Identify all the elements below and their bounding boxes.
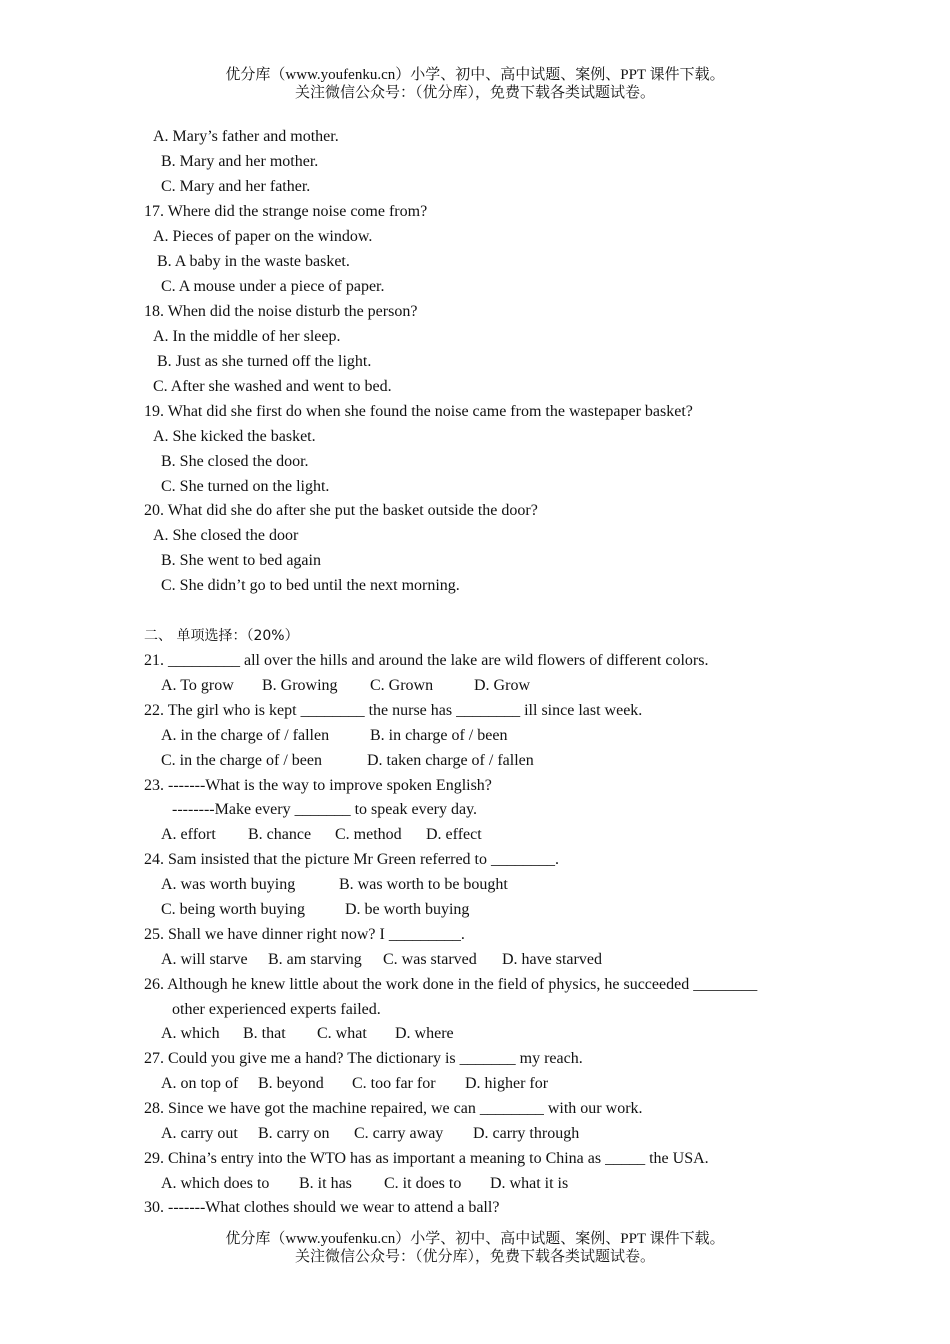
q24-option-b: B. was worth to be bought bbox=[339, 876, 508, 893]
section-2-title: 二、 单项选择：（20%） bbox=[144, 628, 299, 644]
q21-options bbox=[161, 676, 530, 696]
q18-option-a: A. In the middle of her sleep. bbox=[153, 328, 341, 345]
q19-question: 19. What did she first do when she found the noise came from the wastepaper basket? bbox=[144, 403, 693, 420]
q17-option-a: A. Pieces of paper on the window. bbox=[153, 228, 373, 245]
q29-options bbox=[161, 1174, 568, 1194]
q17-option-c: C. A mouse under a piece of paper. bbox=[161, 278, 385, 295]
q25-option-d: D. have starved bbox=[502, 951, 602, 968]
q22-question: 22. The girl who is kept ________ the nurse has ________ ill since last week. bbox=[144, 702, 643, 719]
q26-question: 26. Although he knew little about the work done in the field of physics, he succeeded ________ bbox=[144, 976, 758, 993]
q27-question: 27. Could you give me a hand? The dictionary is _______ my reach. bbox=[144, 1050, 583, 1067]
q22-option-c: C. in the charge of / been bbox=[161, 752, 322, 769]
page-footer bbox=[0, 1230, 950, 1266]
q21-option-b: B. Growing bbox=[262, 677, 338, 694]
header-line-2: 关注微信公众号：（优分库），免费下载各类试题试卷。 bbox=[294, 85, 655, 101]
q20-option-a: A. She closed the door bbox=[153, 527, 299, 544]
q21-option-c: C. Grown bbox=[370, 677, 434, 694]
q21-option-a: A. To grow bbox=[161, 677, 234, 694]
q29-question: 29. China’s entry into the WTO has as important a meaning to China as _____ the USA. bbox=[144, 1150, 709, 1167]
q19-option-a: A. She kicked the basket. bbox=[153, 428, 316, 445]
q26-option-d: D. where bbox=[395, 1025, 454, 1042]
footer-line-2: 关注微信公众号：（优分库），免费下载各类试题试卷。 bbox=[294, 1249, 655, 1265]
q26-question-line-2: other experienced experts failed. bbox=[172, 1001, 381, 1018]
header-line-1: 优分库（www.youfenku.cn）小学、初中、高中试题、案例、PPT 课件下载。 bbox=[225, 67, 725, 83]
q26-option-a: A. which bbox=[161, 1025, 220, 1042]
q25-option-c: C. was starved bbox=[383, 951, 477, 968]
q24-options-row-2 bbox=[161, 900, 469, 920]
q26-option-b: B. that bbox=[243, 1025, 286, 1042]
q27-option-d: D. higher for bbox=[465, 1075, 549, 1092]
q20-option-c: C. She didn’t go to bed until the next morning. bbox=[161, 577, 460, 594]
q20-question: 20. What did she do after she put the basket outside the door? bbox=[144, 502, 538, 519]
q16-option-b: B. Mary and her mother. bbox=[161, 153, 319, 170]
q27-option-a: A. on top of bbox=[161, 1075, 239, 1092]
q25-question: 25. Shall we have dinner right now? I _________. bbox=[144, 926, 465, 943]
q22-option-d: D. taken charge of / fallen bbox=[367, 752, 534, 769]
q28-option-b: B. carry on bbox=[258, 1125, 330, 1142]
q25-option-a: A. will starve bbox=[161, 951, 248, 968]
q24-options-row-1 bbox=[161, 875, 508, 895]
q30-question: 30. -------What clothes should we wear to attend a ball? bbox=[144, 1199, 500, 1216]
q28-option-c: C. carry away bbox=[354, 1125, 444, 1142]
q28-option-a: A. carry out bbox=[161, 1125, 238, 1142]
q18-option-b: B. Just as she turned off the light. bbox=[157, 353, 372, 370]
q23-question-line-2: --------Make every _______ to speak every day. bbox=[172, 801, 478, 818]
page-header bbox=[0, 66, 950, 102]
q26-options bbox=[161, 1024, 454, 1044]
q29-option-d: D. what it is bbox=[490, 1175, 569, 1192]
q16-option-a: A. Mary’s father and mother. bbox=[153, 128, 339, 145]
q22-option-a: A. in the charge of / fallen bbox=[161, 727, 330, 744]
q27-options bbox=[161, 1074, 548, 1094]
q22-options-row-1 bbox=[161, 726, 507, 746]
q28-option-d: D. carry through bbox=[473, 1125, 580, 1142]
q27-option-b: B. beyond bbox=[258, 1075, 324, 1092]
q22-options-row-2 bbox=[161, 751, 534, 771]
q21-option-d: D. Grow bbox=[474, 677, 530, 694]
q28-options bbox=[161, 1124, 579, 1144]
q19-option-b: B. She closed the door. bbox=[161, 453, 309, 470]
q18-option-c: C. After she washed and went to bed. bbox=[153, 378, 392, 395]
q29-option-b: B. it has bbox=[299, 1175, 352, 1192]
q25-option-b: B. am starving bbox=[268, 951, 362, 968]
q20-option-b: B. She went to bed again bbox=[161, 552, 321, 569]
q21-question: 21. _________ all over the hills and around the lake are wild flowers of different colors. bbox=[144, 652, 709, 669]
q26-option-c: C. what bbox=[317, 1025, 367, 1042]
q18-question: 18. When did the noise disturb the person? bbox=[144, 303, 418, 320]
q23-option-d: D. effect bbox=[426, 826, 482, 843]
q24-option-d: D. be worth buying bbox=[345, 901, 470, 918]
q25-options bbox=[161, 950, 602, 970]
q24-option-a: A. was worth buying bbox=[161, 876, 296, 893]
q23-options bbox=[161, 825, 482, 845]
q29-option-c: C. it does to bbox=[384, 1175, 462, 1192]
q29-option-a: A. which does to bbox=[161, 1175, 270, 1192]
q23-question: 23. -------What is the way to improve spoken English? bbox=[144, 777, 492, 794]
q24-option-c: C. being worth buying bbox=[161, 901, 305, 918]
q24-question: 24. Sam insisted that the picture Mr Green referred to ________. bbox=[144, 851, 559, 868]
q19-option-c: C. She turned on the light. bbox=[161, 478, 330, 495]
q17-option-b: B. A baby in the waste basket. bbox=[157, 253, 350, 270]
q22-option-b: B. in charge of / been bbox=[370, 727, 508, 744]
q28-question: 28. Since we have got the machine repaired, we can ________ with our work. bbox=[144, 1100, 643, 1117]
footer-line-1: 优分库（www.youfenku.cn）小学、初中、高中试题、案例、PPT 课件下载。 bbox=[225, 1231, 725, 1247]
q27-option-c: C. too far for bbox=[352, 1075, 436, 1092]
q23-option-a: A. effort bbox=[161, 826, 216, 843]
q23-option-c: C. method bbox=[335, 826, 402, 843]
q16-option-c: C. Mary and her father. bbox=[161, 178, 311, 195]
q17-question: 17. Where did the strange noise come from? bbox=[144, 203, 428, 220]
q23-option-b: B. chance bbox=[248, 826, 312, 843]
